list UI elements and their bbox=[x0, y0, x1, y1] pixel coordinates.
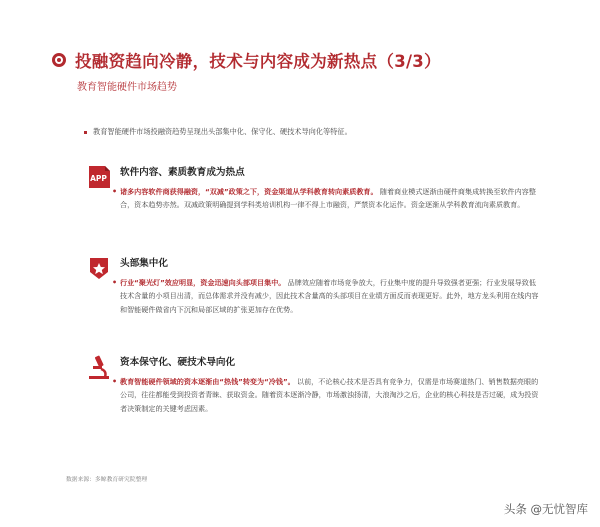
section-title: 软件内容、素质教育成为热点 bbox=[120, 167, 245, 178]
svg-text:APP: APP bbox=[90, 174, 107, 183]
section-highlight: 行业“聚光灯”效应明显，资金迅速向头部项目集中。 bbox=[120, 278, 286, 287]
intro-text: 教育智能硬件市场投融资趋势呈现出头部集中化、保守化、硬技术导向化等特征。 bbox=[93, 127, 352, 136]
microscope-icon bbox=[86, 354, 112, 380]
bullet-mark: • bbox=[112, 377, 118, 386]
intro-bullet-icon bbox=[84, 131, 87, 134]
watermark-text: 头条 @无忧智库 bbox=[503, 502, 588, 516]
data-source: 数据来源：多鲸教育研究院整理 bbox=[66, 477, 148, 483]
medal-star-icon bbox=[86, 255, 112, 281]
section-highlight: 教育智能硬件领域的资本逐渐由“热钱”转变为“冷钱”。 bbox=[120, 377, 295, 386]
watermark bbox=[504, 501, 588, 517]
section-text: 随着商业模式逐渐由硬件商集成转换至软件内容整合，资本趋势亦然。双减政策明确提到学科类培训机构一律不得上市融资，严禁资本化运作。资金逐渐从学科教育流向素质教育。 bbox=[120, 187, 536, 210]
section-title: 资本保守化、硬技术导向化 bbox=[120, 357, 236, 368]
bullet-mark: • bbox=[112, 187, 118, 196]
section-highlight: 诸多内容软件商获得融资，“双减”政策之下，资金渠道从学科教育转向素质教育。 bbox=[120, 187, 378, 196]
section-text: 以前，不论核心技术是否具有竞争力，仅需是市场赛道热门、销售数据亮眼的公司，往往都能受到投资者青睐、获取资金。随着资本逐渐冷静，市场激浊扬清，大浪淘沙之后，企业的核心科技是否过硬，成为投资者决策制定的关键考虑因素。 bbox=[120, 377, 539, 413]
title-bullet-icon bbox=[52, 53, 66, 67]
section-title: 头部集中化 bbox=[120, 258, 168, 269]
bullet-mark: • bbox=[112, 278, 118, 287]
section-body bbox=[112, 375, 540, 415]
title-row bbox=[52, 48, 441, 72]
app-icon bbox=[86, 164, 112, 190]
page-title: 投融资趋向冷静，技术与内容成为新热点（3/3） bbox=[75, 52, 441, 71]
page-subtitle: 教育智能硬件市场趋势 bbox=[77, 82, 177, 93]
section-body bbox=[112, 276, 540, 316]
intro-line bbox=[84, 127, 352, 137]
section-text: 品牌效应随着市场竞争放大，行业集中度的提升导致强者更强；行业发展导致低技术含量的小项目出清，而总体需求并没有减少，因此技术含量高的头部项目在业绩方面反而表现更好。此外，地方龙头利用在线内容和智能硬件做省内下沉和局部区域的扩张更加存在优势。 bbox=[120, 278, 539, 314]
section-body bbox=[112, 185, 540, 212]
